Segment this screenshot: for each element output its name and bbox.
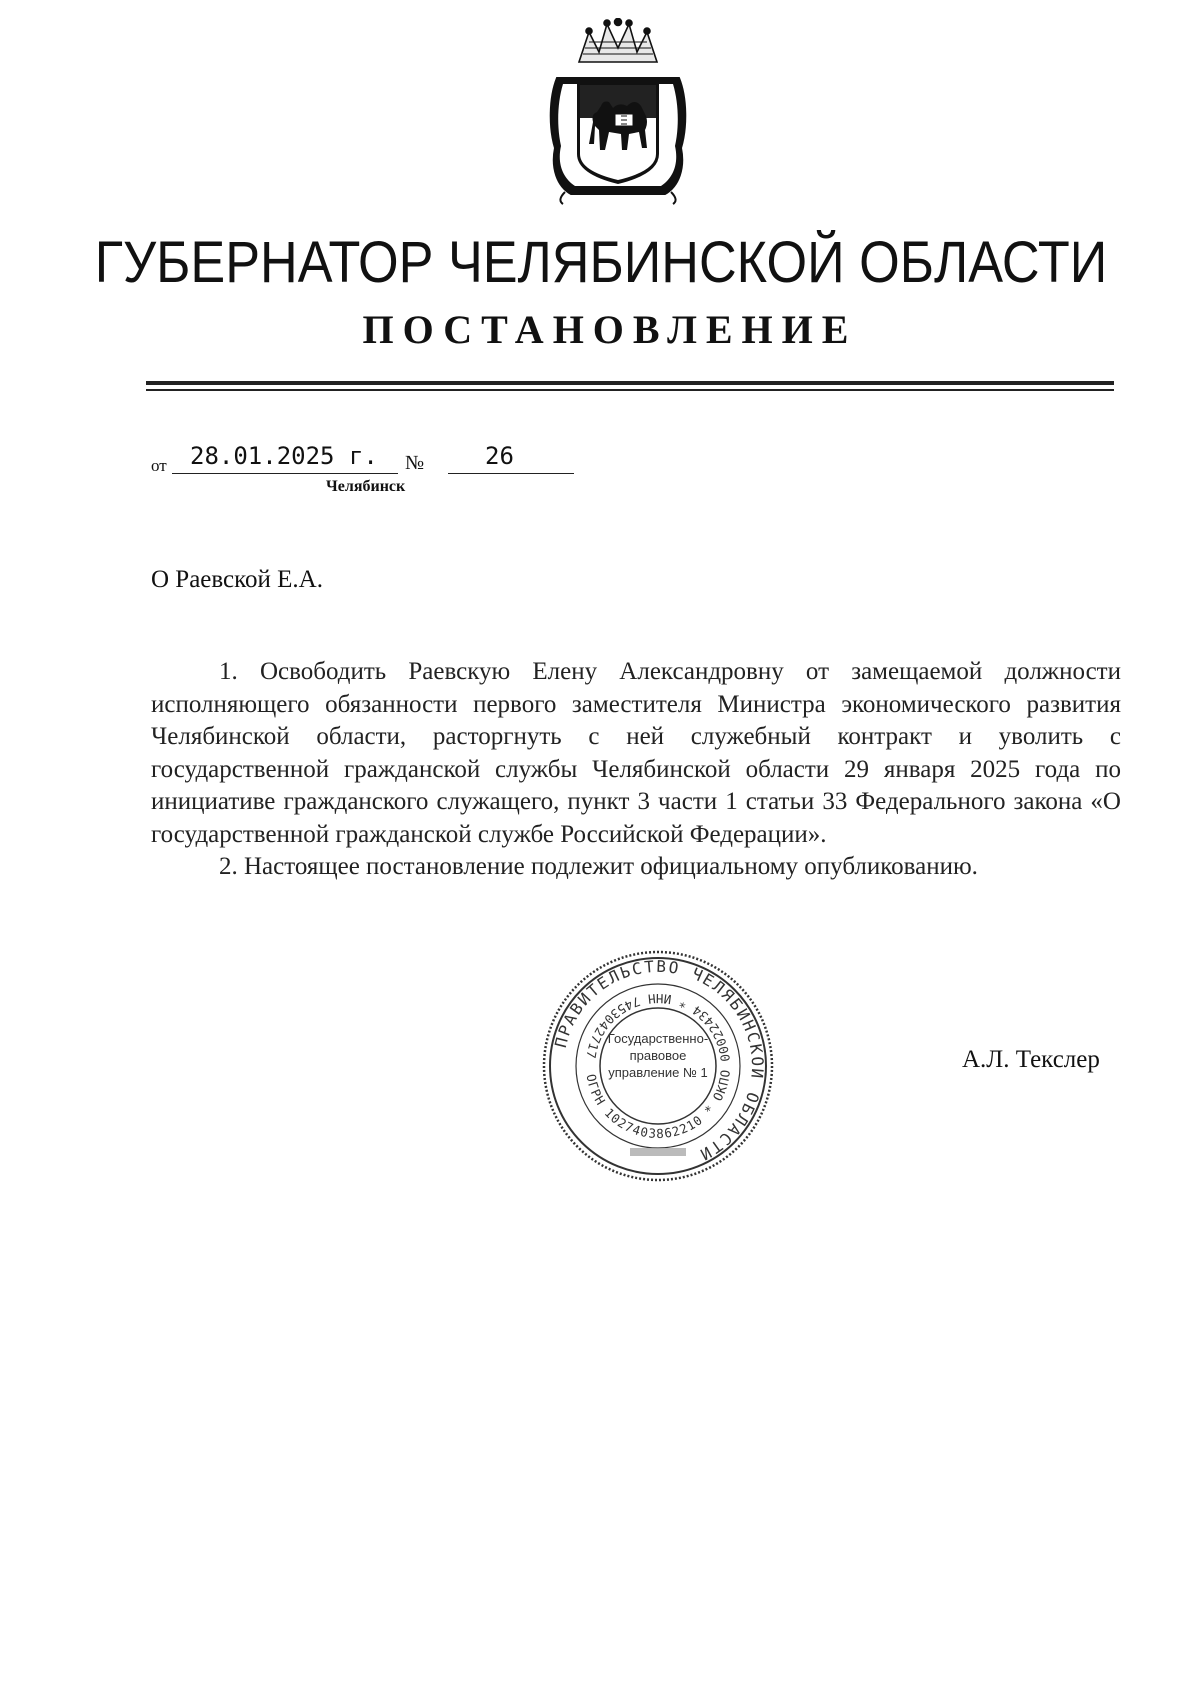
header-divider-thin [146, 389, 1114, 391]
seal-center-text: Государственно-правовое управление № 1 [607, 1031, 709, 1080]
paragraph-2: 2. Настоящее постановление подлежит официальному опубликованию. [219, 853, 978, 880]
signatory-name: А.Л. Текслер [962, 1046, 1100, 1073]
place-of-issue: Челябинск [326, 478, 406, 495]
number-underline [448, 473, 574, 474]
date-prefix: от [151, 456, 167, 475]
coat-of-arms-icon [549, 18, 687, 206]
official-seal-icon [538, 946, 778, 1186]
document-number: 26 [485, 442, 514, 470]
number-sign: № [405, 452, 425, 474]
header-divider-thick [146, 381, 1114, 385]
seal-outer-text: ПРАВИТЕЛЬСТВО ЧЕЛЯБИНСКОЙ ОБЛАСТИ [550, 956, 768, 1165]
document-date: 28.01.2025 г. [190, 442, 378, 470]
paragraph-1: 1. Освободить Раевскую Елену Александровну от замещаемой должности исполняющего обязанности первого заместителя Министра экономического развития Челябинской области, расторгнуть с ней служебный контракт и уволить с государственной гражданской службы Челябинской области 29 января 2025 года по инициативе гражданского служащего, пункт 3 части 1 статьи 33 Федерального закона «О государственной гражданской службе Российской Федерации». [151, 658, 1121, 848]
issuer-title: ГУБЕРНАТОР ЧЕЛЯБИНСКОЙ ОБЛАСТИ [94, 230, 1108, 295]
document-body [151, 656, 1121, 884]
date-underline [172, 473, 398, 474]
document-type: ПОСТАНОВЛЕНИЕ [362, 307, 858, 352]
document-subject: О Раевской Е.А. [151, 566, 323, 593]
seal-inner-text: ОГРН 1027403862210 * ОКПО 00022434 * ИНН 7453042717 [583, 990, 734, 1142]
